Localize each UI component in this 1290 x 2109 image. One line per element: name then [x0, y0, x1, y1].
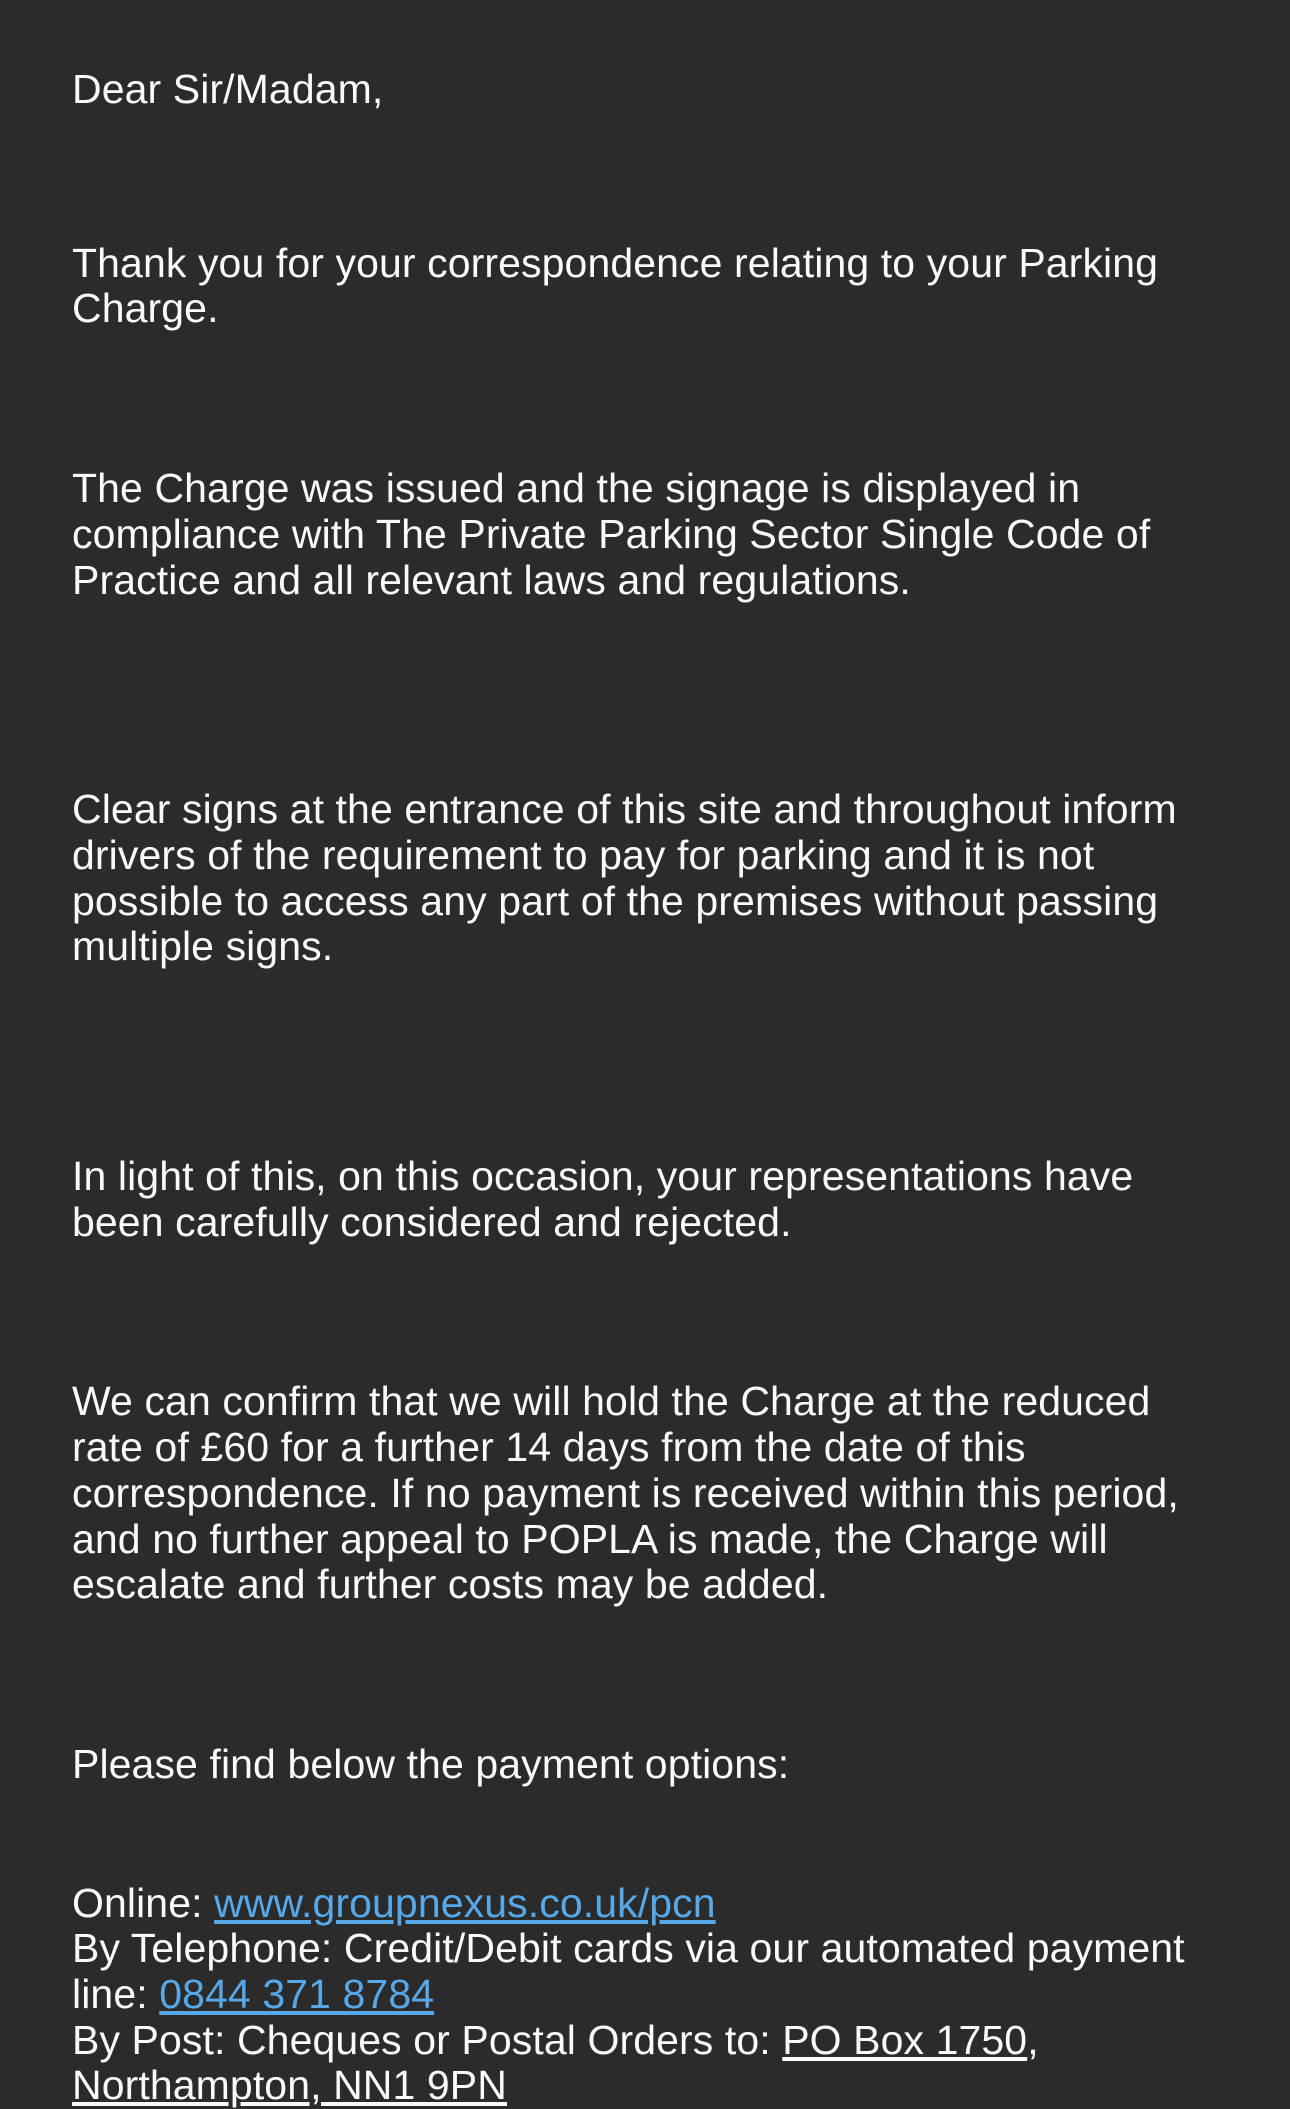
paragraph-payment-intro: Please find below the payment options:: [72, 1740, 790, 1787]
payment-online-line: [72, 1881, 1226, 1927]
spacer: [72, 373, 1226, 425]
payment-post-comma: ,: [1027, 2016, 1039, 2063]
spacer: [72, 1011, 1226, 1113]
payment-telephone-line: [72, 1926, 1226, 2017]
payment-online-label: Online:: [72, 1879, 215, 1926]
paragraph-compliance: The Charge was issued and the signage is displayed in compliance with The Private Parking Sector Single Code of Practice and all relevant laws and regulations.: [72, 465, 1151, 603]
payment-post-line: [72, 2018, 1226, 2064]
payment-phone-link[interactable]: 0844 371 8784: [159, 1971, 435, 2018]
payment-post-address-line2: [72, 2063, 1226, 2109]
payment-options: [72, 1881, 1226, 2109]
payment-post-postcode[interactable]: Northampton, NN1 9PN: [72, 2062, 507, 2109]
spacer: [72, 644, 1226, 746]
spacer: [72, 1286, 1226, 1338]
payment-telephone-label: By Telephone: Credit/Debit cards via our automated payment line:: [72, 1925, 1185, 2018]
spacer: [72, 1649, 1226, 1701]
payment-online-link[interactable]: www.groupnexus.co.uk/pcn: [214, 1879, 716, 1926]
spacer: [72, 1829, 1226, 1881]
paragraph-thank-you: Thank you for your correspondence relating to your Parking Charge.: [72, 239, 1159, 332]
salutation: Dear Sir/Madam,: [72, 66, 384, 112]
spacer: [72, 154, 1226, 200]
paragraph-charge-hold: We can confirm that we will hold the Charge at the reduced rate of £60 for a further 14 days from the date of this correspondence. If no payment is received within this period, and no further appeal to POPLA is made, the Charge will escalate and further costs may be added.: [72, 1378, 1179, 1608]
payment-post-label: By Post: Cheques or Postal Orders to:: [72, 2016, 783, 2063]
payment-post-address-line1[interactable]: PO Box 1750: [782, 2016, 1028, 2063]
paragraph-rejection: In light of this, on this occasion, your representations have been carefully considered and rejected.: [72, 1153, 1134, 1245]
paragraph-signage: Clear signs at the entrance of this site and throughout inform drivers of the requirement to pay for parking and it is not possible to access any part of the premises without passing multiple signs.: [72, 786, 1177, 970]
